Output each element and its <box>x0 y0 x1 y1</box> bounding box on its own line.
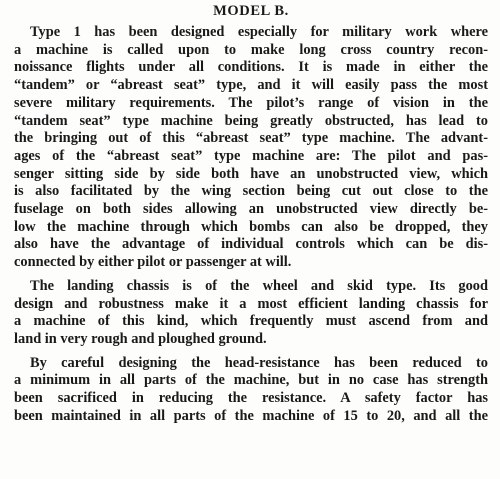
text-line: noissance flights under all conditions. It is made in either the <box>14 59 488 76</box>
text-line: a machine of this kind, which frequently must ascend from and <box>14 313 488 330</box>
paragraph-2 <box>14 278 488 349</box>
text-line: By careful designing the head-resistance has been reduced to <box>30 354 488 371</box>
page-title: MODEL B. <box>213 3 289 19</box>
text-line: “tandem” or “abreast seat” type, and it will easily pass the most <box>14 77 488 94</box>
text-line: design and robustness make it a most efficient landing chassis for <box>14 295 488 312</box>
text-line: senger sitting side by side both have an unobstructed view, which <box>14 165 488 182</box>
text-line: connected by either pilot or passenger at will. <box>14 254 292 271</box>
text-line: been maintained in all parts of the machine of 15 to 20, and all the <box>14 407 488 424</box>
text-line: severe military requirements. The pilot’s range of vision in the <box>14 94 488 111</box>
text-line: a machine is called upon to make long cross country recon- <box>14 41 488 58</box>
text-line: land in very rough and ploughed ground. <box>14 330 267 347</box>
text-line: been sacrificed in reducing the resistance. A safety factor has <box>14 390 488 407</box>
text-line: Type 1 has been designed especially for military work where <box>30 24 488 40</box>
text-line: also have the advantage of individual controls which can be dis- <box>14 236 488 253</box>
body-text <box>14 24 488 425</box>
paragraph-1 <box>14 24 488 272</box>
text-line: fuselage on both sides allowing an unobstructed view directly be- <box>14 201 488 218</box>
text-line: The landing chassis is of the wheel and skid type. Its good <box>30 277 488 294</box>
text-line: low the machine through which bombs can also be dropped, they <box>14 218 488 235</box>
text-line: “tandem seat” type machine being greatly obstructed, has lead to <box>14 112 488 129</box>
text-line: the bringing out of this “abreast seat” type machine. The advant- <box>14 130 488 147</box>
text-line: a minimum in all parts of the machine, but in no case has strength <box>14 372 488 389</box>
text-line: is also facilitated by the wing section being cut out close to the <box>14 183 488 200</box>
paragraph-3 <box>14 355 488 426</box>
text-line: ages of the “abreast seat” type machine are: The pilot and pas- <box>14 147 488 164</box>
